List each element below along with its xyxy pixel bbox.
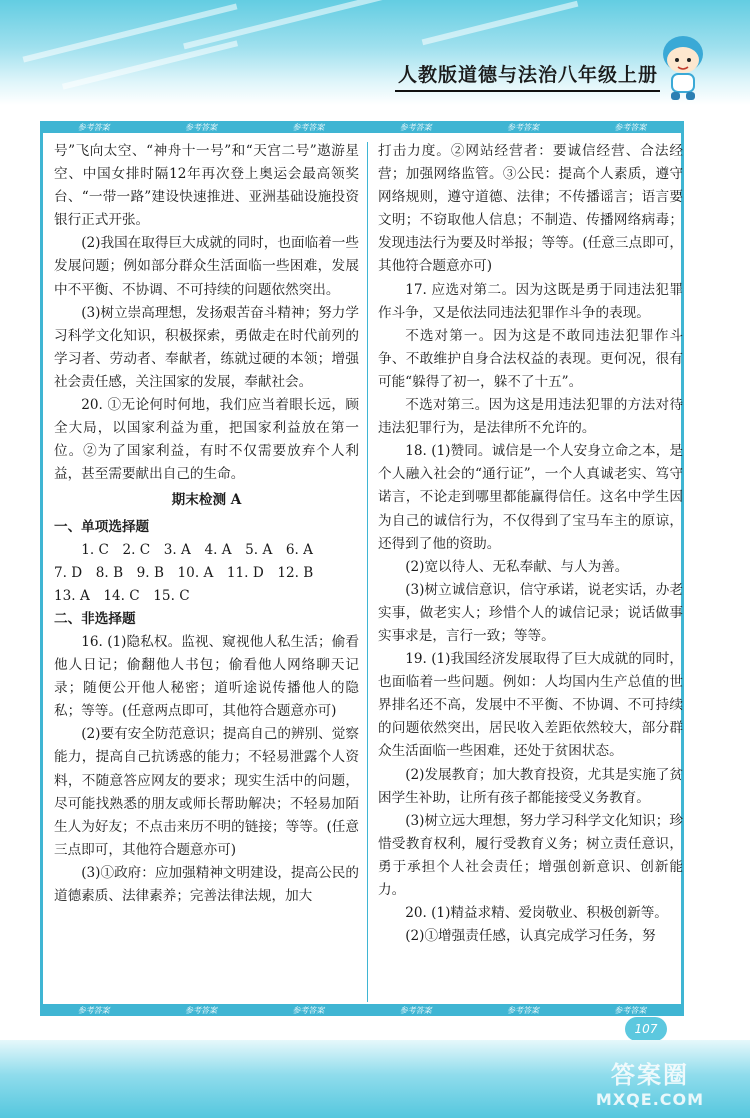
answer-paragraph: (3)树立诚信意识，信守承诺，说老实话，办老实事，做老实人；珍惜个人的诚信记录；说话做事实事求是，言行一致；等等。 [378,581,683,644]
left-text-column [54,140,359,908]
header-underline [395,90,660,92]
answer-paragraph: 二、非选择题 [54,610,136,627]
answer-paragraph: 19. (1)我国经济发展取得了巨大成就的同时，也面临着一些问题。例如：人均国内生产总值的世界排名还不高，发展中不平衡、不协调、不可持续的问题依然突出，居民收入差距依然较大，部分群众生活面临一些困难，还处于贫困状态。 [378,651,683,760]
right-text-column [378,140,683,948]
column-divider [367,142,368,1002]
answer-paragraph: 一、单项选择题 [54,518,150,535]
answer-frame-top [40,121,684,133]
frame-label: 参考答案 [77,122,110,132]
frame-label: 参考答案 [506,1005,539,1015]
answer-frame-left [40,133,43,1004]
page-number: 107 [625,1017,667,1041]
answer-paragraph: (2)我国在取得巨大成就的同时，也面临着一些发展问题；例如部分群众生活面临一些困难，发展中不平衡、不协调、不可持续的问题依然突出。 [54,235,359,298]
book-title: 人教版道德与法治八年级上册 [397,64,658,86]
frame-label: 参考答案 [77,1005,110,1015]
answer-paragraph: 16. (1)隐私权。监视、窥视他人私生活；偷看他人日记；偷翻他人书包；偷看他人网络聊天记录；随便公开他人秘密；道听途说传播他人的隐私；等等。(任意两点即可，其他符合题意亦可) [54,633,359,720]
frame-label: 参考答案 [614,1005,647,1015]
banner-streak [62,40,238,89]
watermark-url: MXQE.COM [595,1090,705,1109]
answer-paragraph: 20. (1)精益求精、爱岗敬业、积极创新等。 [405,905,668,922]
watermark-logo-text: 答案圈 [611,1061,689,1089]
frame-label: 参考答案 [184,1005,217,1015]
answer-paragraph: (2)要有安全防范意识；提高自己的辨别、觉察能力，提高自己抗诱惑的能力；不轻易泄露个人资料，不随意答应网友的要求；现实生活中的问题，尽可能找熟悉的朋友或师长帮助解决；不轻易加陌生人为好友；不点击来历不明的链接；等等。(任意三点即可，其他符合题意亦可) [54,726,359,858]
answer-paragraph: 18. (1)赞同。诚信是一个人安身立命之本，是个人融入社会的“通行证”，一个人真诚老实、笃守诺言，不论走到哪里都能赢得信任。这名中学生因为自己的诚信行为，不仅得到了宝马车主的原谅，还得到了他的资助。 [378,443,683,552]
answer-frame-bottom [40,1004,684,1016]
frame-label: 参考答案 [292,1005,325,1015]
answer-paragraph: 1. C 2. C 3. A 4. A 5. A 6. A [81,541,313,558]
answer-paragraph: (2)①增强责任感，认真完成学习任务，努 [405,928,656,945]
frame-label: 参考答案 [184,122,217,132]
banner-streak [422,1,579,46]
frame-label: 参考答案 [399,1005,432,1015]
site-watermark [560,1055,740,1113]
answer-paragraph: (2)发展教育；加大教育投资，尤其是实施了贫困学生补助，让所有孩子都能接受义务教育。 [378,766,683,806]
answer-paragraph: 期末检测 A [171,492,242,509]
answer-paragraph: 13. A 14. C 15. C [54,587,190,604]
answer-paragraph: 打击力度。②网站经营者：要诚信经营、合法经营；加强网络监管。③公民：提高个人素质，遵守网络规则，遵守道德、法律；不传播谣言；语言要文明；不窃取他人信息；不制造、传播网络病毒；发现违法行为要及时举报；等等。(任意三点即可，其他符合题意亦可) [378,143,683,275]
answer-paragraph: 不选对第一。因为这是不敢同违法犯罪作斗争、不敢维护自身合法权益的表现。更何况，很有可能“躲得了初一，躲不了十五”。 [378,327,683,390]
answer-paragraph: 20. ①无论何时何地，我们应当着眼长远，顾全大局，以国家利益为重，把国家利益放在第一位。②为了国家利益，有时不仅需要放弃个人利益，甚至需要献出自己的生命。 [54,397,359,483]
answer-paragraph: 7. D 8. B 9. B 10. A 11. D 12. B [54,564,314,581]
answer-paragraph: 号”飞向太空、“神舟十一号”和“天宫二号”遨游星空、中国女排时隔12年再次登上奥运会最高领奖台、“一带一路”建设快速推进、亚洲基础设施投资银行正式开张。 [54,143,359,229]
frame-label: 参考答案 [292,122,325,132]
frame-label: 参考答案 [506,122,539,132]
mascot-icon [654,32,712,104]
frame-label: 参考答案 [614,122,647,132]
answer-paragraph: 不选对第三。因为这是用违法犯罪的方法对待违法犯罪行为，是法律所不允许的。 [378,397,683,437]
answer-paragraph: (3)树立远大理想，努力学习科学文化知识；珍惜受教育权利，履行受教育义务；树立责任意识，勇于承担个人社会责任；增强创新意识、创新能力。 [378,812,683,898]
answer-paragraph: (2)宽以待人、无私奉献、与人为善。 [405,558,629,575]
answer-paragraph: 17. 应选对第二。因为这既是勇于同违法犯罪作斗争，又是依法同违法犯罪作斗争的表现。 [378,281,683,321]
frame-label: 参考答案 [399,122,432,132]
answer-paragraph: (3)树立崇高理想，发扬艰苦奋斗精神；努力学习科学文化知识，积极探索，勇做走在时代前列的学习者、劳动者、奉献者，练就过硬的本领；增强社会责任感，关注国家的发展，奉献社会。 [54,304,359,390]
answer-paragraph: (3)①政府：应加强精神文明建设，提高公民的道德素质、法律素养；完善法律法规，加大 [54,864,359,904]
